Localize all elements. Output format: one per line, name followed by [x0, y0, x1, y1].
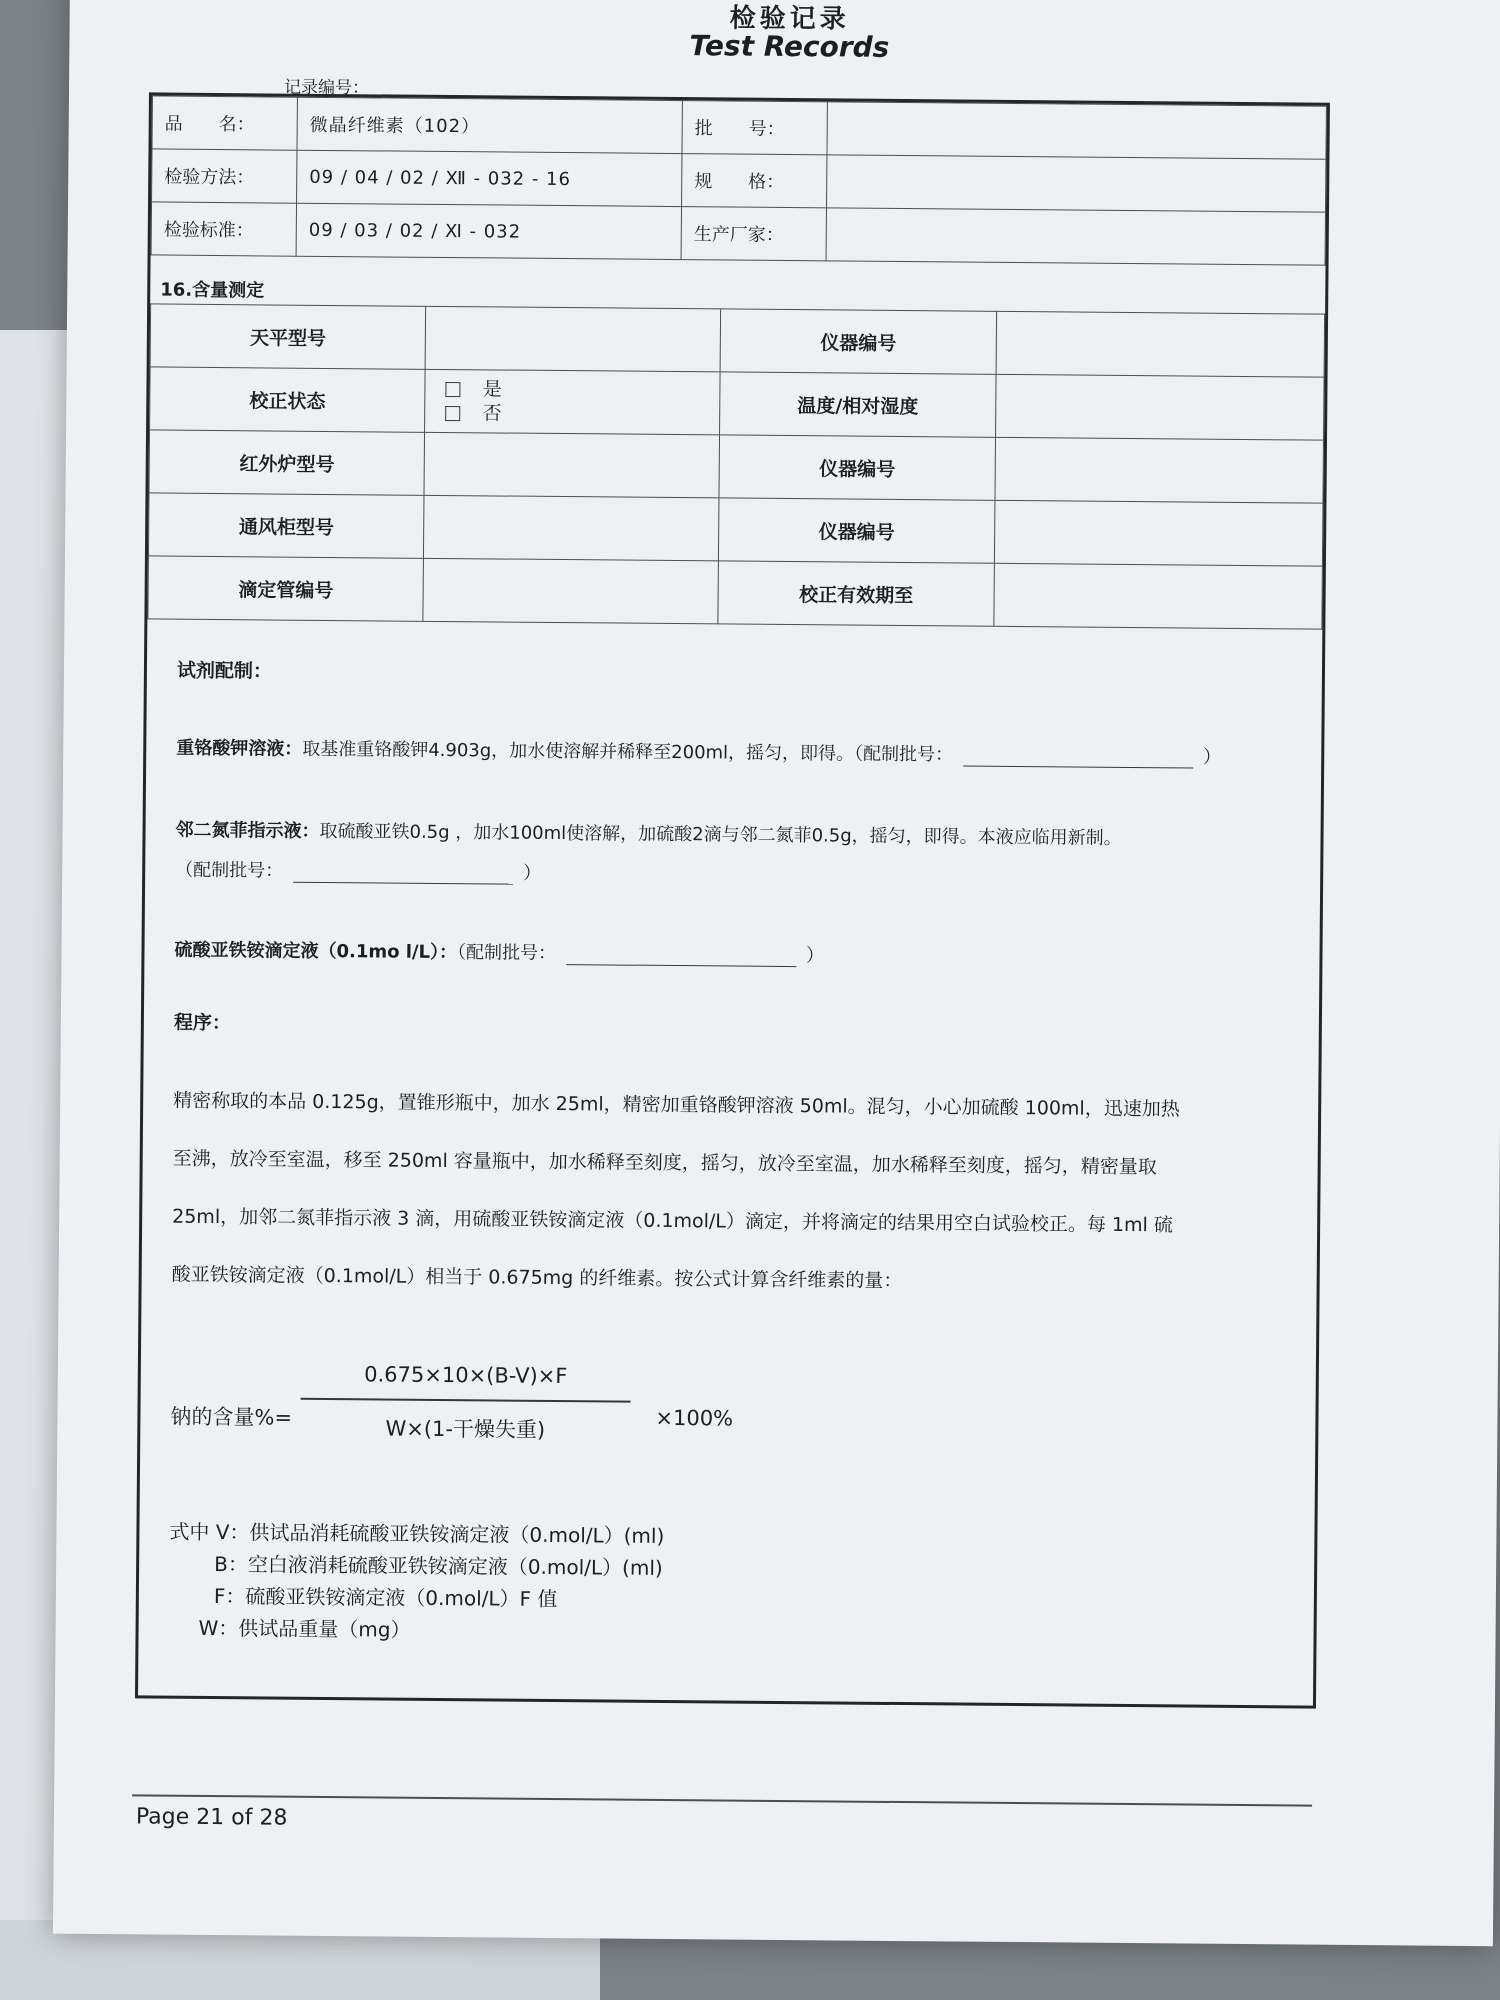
- phenanthroline-batch-blank[interactable]: [293, 864, 513, 885]
- calibration-valid-until-field[interactable]: [994, 563, 1323, 629]
- test-method-value: 09 / 04 / 02 / Ⅻ - 032 - 16: [297, 150, 682, 206]
- instrument-number-label: 仪器编号: [720, 309, 996, 374]
- temperature-humidity-label: 温度/相对湿度: [720, 372, 996, 437]
- instrument-number-field[interactable]: [996, 311, 1325, 377]
- form-frame: [135, 92, 1330, 1708]
- procedure-line: 精密称取的本品 0.125g，置锥形瓶中，加水 25ml，精密加重铬酸钾溶液 50ml。混匀，小心加硫酸 100ml，迅速加热: [173, 1089, 1180, 1121]
- checkbox-icon[interactable]: [446, 382, 461, 397]
- page-number: Page 21 of 28: [135, 1804, 288, 1831]
- formula-multiplier: ×100%: [655, 1405, 734, 1431]
- specification-field[interactable]: [827, 155, 1326, 212]
- instrument-number-field[interactable]: [994, 500, 1323, 566]
- formula-label: 钠的含量%=: [170, 1404, 293, 1430]
- footer-divider: [132, 1794, 1312, 1806]
- burette-number-field[interactable]: [423, 558, 718, 624]
- table-row: [149, 430, 1324, 503]
- title-english: Test Records: [689, 29, 890, 64]
- product-info-table: [151, 95, 1327, 265]
- document-page: [53, 0, 1500, 1946]
- temperature-humidity-field[interactable]: [995, 374, 1324, 440]
- formula-denominator: W×(1-干燥失重): [385, 1416, 546, 1442]
- dichromate-solution-name: 重铬酸钾溶液：: [176, 737, 303, 760]
- table-row: [148, 556, 1323, 629]
- calibration-status-options: [425, 369, 720, 435]
- dichromate-batch-blank[interactable]: [963, 748, 1193, 769]
- formula-numerator: 0.675×10×(B-V)×F: [301, 1362, 631, 1403]
- table-row: [148, 493, 1323, 566]
- calibration-status-label: 校正状态: [150, 367, 426, 432]
- fume-hood-model-label: 通风柜型号: [148, 493, 424, 558]
- phenanthroline-indicator-line: [175, 816, 1121, 850]
- formula-fraction: [300, 1362, 631, 1445]
- calibration-yes-option[interactable]: 是: [446, 377, 719, 403]
- titrant-name: 硫酸亚铁铵滴定液（0.1mo l/L）：: [174, 939, 458, 964]
- manufacturer-field[interactable]: [826, 208, 1325, 265]
- burette-number-label: 滴定管编号: [148, 556, 424, 621]
- phenanthroline-indicator-name: 邻二氮菲指示液：: [175, 819, 320, 842]
- reagent-prep-heading: 试剂配制：: [176, 659, 273, 683]
- test-method-label: 检验方法：: [152, 149, 297, 203]
- manufacturer-label: 生产厂家：: [681, 207, 826, 261]
- checkbox-icon[interactable]: [445, 406, 460, 421]
- infrared-oven-model-field[interactable]: [424, 432, 719, 498]
- procedure-line: 25ml，加邻二氮菲指示液 3 滴，用硫酸亚铁铵滴定液（0.1mol/L）滴定，并将滴定的结果用空白试验校正。每 1ml 硫: [172, 1205, 1173, 1237]
- batch-number-field[interactable]: [827, 102, 1326, 159]
- titrant-batch-blank[interactable]: [566, 946, 796, 967]
- infrared-oven-model-label: 红外炉型号: [149, 430, 425, 495]
- legend-line-v: 式中 V：供试品消耗硫酸亚铁铵滴定液（0.mol/L）(ml): [169, 1519, 665, 1548]
- calibration-valid-until-label: 校正有效期至: [718, 561, 994, 626]
- batch-number-label: 批 号：: [682, 101, 827, 155]
- product-name-label: 品 名：: [152, 96, 297, 150]
- legend-line-b: B：空白液消耗硫酸亚铁铵滴定液（0.mol/L）(ml): [214, 1552, 663, 1580]
- instrument-number-field[interactable]: [995, 437, 1324, 503]
- product-name-value: 微晶纤维素（102）: [297, 97, 682, 153]
- legend-line-f: F：硫酸亚铁铵滴定液（0.mol/L）F 值: [213, 1584, 558, 1612]
- fume-hood-model-field[interactable]: [424, 495, 719, 561]
- record-number-label: 记录编号：: [283, 77, 370, 99]
- section-title: 16.含量测定: [160, 279, 265, 302]
- dichromate-solution-text: 取基准重铬酸钾4.903g，加水使溶解并稀释至200ml，摇匀，即得。（配制批号：: [302, 738, 954, 766]
- specification-label: 规 格：: [682, 154, 827, 208]
- table-row: [150, 367, 1325, 440]
- procedure-line: 至沸，放冷至室温，移至 250ml 容量瓶中，加水稀释至刻度，摇匀，放冷至室温，加水稀释至刻度，摇匀，精密量取: [172, 1147, 1157, 1179]
- dichromate-solution-line: 重铬酸钾溶液：取基准重铬酸钾4.903g，加水使溶解并稀释至200ml，摇匀，即得。（配制批号： ）: [176, 737, 1222, 768]
- instrument-number-label: 仪器编号: [719, 498, 995, 563]
- equipment-table: [147, 303, 1325, 629]
- titrant-line: 硫酸亚铁铵滴定液（0.1mo l/L）：（配制批号： ）: [174, 939, 825, 967]
- balance-model-field[interactable]: [425, 306, 720, 372]
- instrument-number-label: 仪器编号: [719, 435, 995, 500]
- procedure-heading: 程序：: [173, 1011, 231, 1035]
- balance-model-label: 天平型号: [150, 304, 426, 369]
- table-row: [151, 202, 1325, 265]
- title-chinese: 检验记录: [729, 3, 850, 35]
- legend-line-w: W：供试品重量（mg）: [198, 1615, 411, 1642]
- test-standard-value: 09 / 03 / 02 / Ⅺ - 032: [296, 203, 681, 259]
- procedure-line: 酸亚铁铵滴定液（0.1mol/L）相当于 0.675mg 的纤维素。按公式计算含纤维素的量：: [171, 1263, 903, 1293]
- table-row: [150, 304, 1325, 377]
- calibration-no-option[interactable]: 否: [445, 401, 718, 427]
- test-standard-label: 检验标准：: [151, 202, 296, 256]
- phenanthroline-indicator-text: 取硫酸亚铁0.5g ，加水100ml使溶解，加硫酸2滴与邻二氮菲0.5g，摇匀，即得。本液应临用新制。: [319, 820, 1122, 849]
- phenanthroline-batch-line: （配制批号： ）: [175, 859, 542, 884]
